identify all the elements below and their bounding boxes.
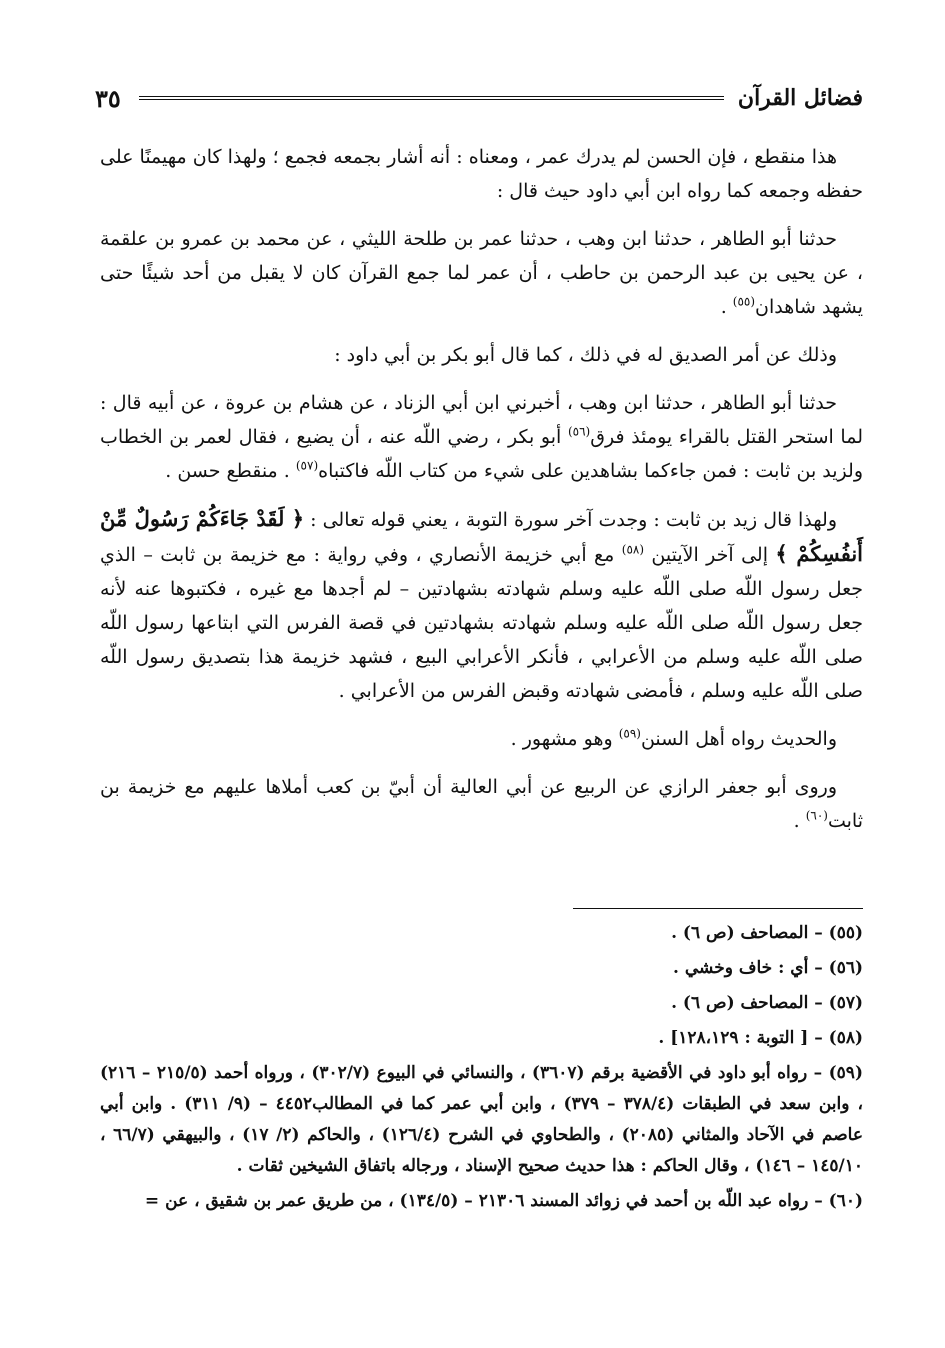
paragraph-5-part-b: إلى آخر الآيتين [644,544,776,566]
footnote-ref-58[interactable]: (٥٨) [621,542,645,557]
footnote-text: – رواه أبو داود في الأقضية برقم (٣٦٠٧) ، والنسائي في البيوع (٣٠٢/٧) ، ورواه أحمد (٢١٥/٥ – ٢١٦) ، وابن سعد في الطبقات (٣٧٨/٤ – ٣٧٩) ، وابن أبي عمر كما في المطالب٤٤٥٢ – (٩/ ٣١١) . وابن أبي عاصم في الآحاد والمثاني (٢٠٨٥) ، والطحاوي في الشرح (١٢٦/٤) ، والحاكم (٢/ ١٧) ، والبيهقي (٦٦/٧ ، ١٤٥/١٠ – ١٤٦) ، وقال الحاكم : هذا حديث صحيح الإسناد ، ورجاله باتفاق الشيخين ثقات . [100,1063,863,1176]
page-number: ٣٥ [95,83,121,113]
quran-verse: ﴿ لَقَدْ جَاءَكُمْ رَسُولٌ مِّنْ أَنفُسِكُمْ ﴾ [100,506,864,566]
paragraph-4-part-a: حدثنا أبو الطاهر ، حدثنا ابن وهب ، أخبرني ابن أبي الزناد ، عن هشام بن عروة ، عن أبيه قال : لما استحر القتل بالقراء يومئذ فرق [100,392,863,448]
footnote-label: (٥٥) [828,923,863,943]
footnote-ref-56[interactable]: (٥٦) [567,424,591,439]
paragraph-2-end: . [720,296,733,318]
paragraph-4-part-b: أبو بكر ، رضي اللّه عنه ، أن يضيع ، فقال لعمر بن الخطاب ولزيد بن ثابت : فمن جاءكما بشاهدين على شيء من كتاب اللّه فاكتباه [100,426,863,482]
paragraph-6-part-a: والحديث رواه أهل السنن [640,728,837,750]
footnote-text: – المصاحف (ص ٦) . [671,993,823,1013]
paragraph-7-part-a: وروى أبو جعفر الرازي عن الربيع عن أبي العالية أن أبيّ بن كعب أملاها عليهم مع خزيمة بن ثابت [100,776,863,832]
paragraph-1: هذا منقطع ، فإن الحسن لم يدرك عمر ، ومعناه : أنه أشار بجمعه فجمع ؛ ولهذا كان مهيمنًا على حفظه وجمعه كما رواه ابن أبي داود حيث قال : [100,146,863,202]
paragraph-6-part-b: وهو مشهور . [510,728,619,750]
footnote-label: (٥٧) [828,993,863,1013]
paragraph-6 [100,722,863,756]
footnote-ref-60[interactable]: (٦٠) [805,808,828,823]
footnote-text: – المصاحف (ص ٦) . [671,923,823,943]
page-header [95,78,863,118]
paragraph-5-part-c: مع أبي خزيمة الأنصاري ، وفي رواية : مع خزيمة بن ثابت – الذي جعل رسول اللّه صلى اللّه عليه وسلم شهادته بشهادتين – لم أجدها مع غيره ، فكتبوها عنه لأنه جعل رسول اللّه صلى اللّه عليه وسلم شهادته بشهادتين في قصة الفرس التي ابتاعها رسول اللّه صلى اللّه عليه وسلم من الأعرابي ، فأنكر الأعرابي البيع ، فشهد خزيمة هذا بتصديق رسول اللّه صلى اللّه عليه وسلم ، فأمضى شهادته وقبض الفرس من الأعرابي . [100,544,863,702]
main-text [100,140,863,852]
footnote-text: – أي : خاف وخشي . [673,958,823,978]
paragraph-7-part-b: . [793,810,806,832]
footnote-text: – رواه عبد اللّه بن أحمد في زوائد المسند ٢١٣٠٦ – (١٣٤/٥) ، من طريق عمر بن شقيق ، عن = [144,1191,823,1211]
paragraph-4 [100,386,863,488]
footnote-label: (٥٨) [828,1028,863,1048]
footnote-label: (٥٦) [828,958,863,978]
footnote-55 [100,918,863,949]
paragraph-5-part-a: ولهذا قال زيد بن ثابت : وجدت آخر سورة التوبة ، يعني قوله تعالى : [304,509,837,531]
paragraph-2 [100,222,863,324]
footnote-58 [100,1023,863,1054]
footnotes-section [100,918,863,1221]
paragraph-4-part-c: . منقطع حسن . [165,460,296,482]
footnote-text: – [ التوبة : ١٢٨،١٢٩] . [658,1028,823,1048]
footnote-label: (٦٠) [828,1191,863,1211]
paragraph-5 [100,502,863,708]
footnote-ref-55[interactable]: (٥٥) [732,294,756,309]
footnote-59 [100,1058,863,1182]
paragraph-2-text: حدثنا أبو الطاهر ، حدثنا ابن وهب ، حدثنا عمر بن طلحة الليثي ، عن محمد بن عمرو بن علقمة ، عن يحيى بن عبد الرحمن بن حاطب ، أن عمر لما جمع القرآن كان لا يقبل من أحد شيئًا حتى يشهد شاهدان [100,228,863,318]
footnote-56 [100,953,863,984]
footnote-divider [573,908,863,909]
running-title: فضائل القرآن [737,85,863,111]
footnote-ref-57[interactable]: (٥٧) [295,458,319,473]
footnote-60 [100,1186,863,1217]
paragraph-7 [100,770,863,838]
footnote-ref-59[interactable]: (٥٩) [618,726,641,741]
footnote-label: (٥٩) [828,1063,863,1083]
paragraph-3: وذلك عن أمر الصديق له في ذلك ، كما قال أبو بكر بن أبي داود : [334,344,837,366]
header-rule [139,96,724,100]
footnote-57 [100,988,863,1019]
